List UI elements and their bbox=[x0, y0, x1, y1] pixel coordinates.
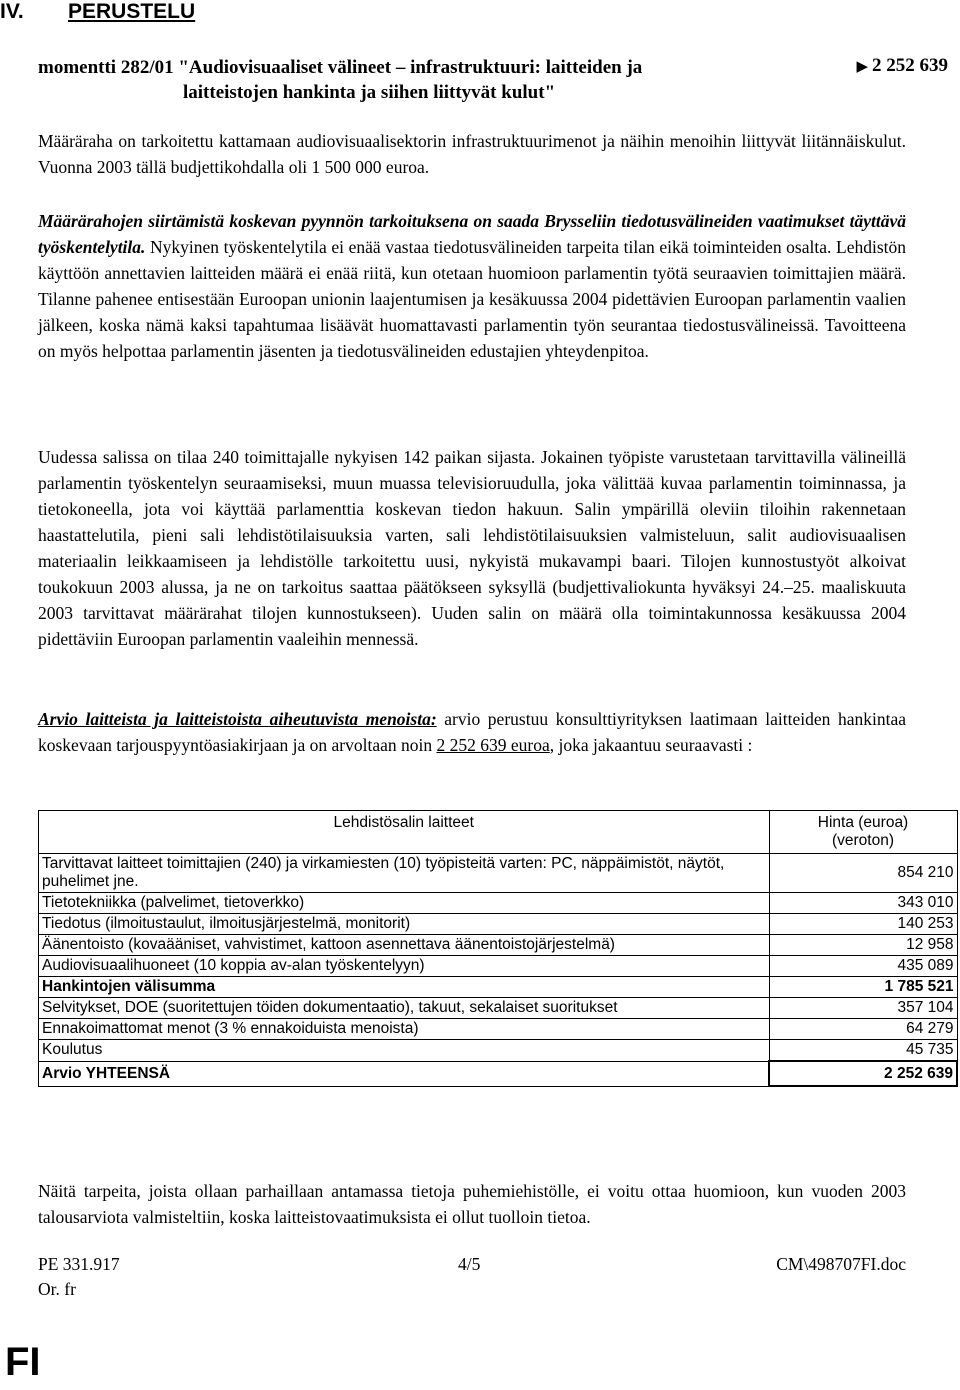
table-cell-value: 64 279 bbox=[769, 1019, 957, 1040]
table-row-total bbox=[39, 1061, 958, 1086]
table-cell-value: 357 104 bbox=[769, 998, 957, 1019]
table-cell-label: Selvitykset, DOE (suoritettujen töiden dokumentaatio), takuut, sekalaiset suoritukset bbox=[39, 998, 770, 1019]
table-cell-label: Audiovisuaalihuoneet (10 koppia av-alan työskentelyyn) bbox=[39, 956, 770, 977]
paragraph-estimate-text: arvio perustuu konsulttiyrityksen laatimaan laitteiden hankintaa koskevaan tarjouspyyntöasiakirjaan ja on arvoltaan noin bbox=[38, 709, 906, 755]
budget-item-title-line2: laitteistojen hankinta ja siihen liittyvät kulut" bbox=[183, 82, 556, 103]
paragraph-estimate bbox=[38, 706, 906, 758]
table-cell-label: Koulutus bbox=[39, 1040, 770, 1062]
footer-doc-name: CM\498707FI.doc bbox=[776, 1254, 906, 1274]
paragraph-purpose bbox=[38, 128, 906, 180]
language-tag: FI bbox=[5, 1340, 41, 1384]
cost-table bbox=[38, 810, 958, 1087]
table-cell-value: 2 252 639 bbox=[769, 1061, 957, 1086]
table-cell-value: 854 210 bbox=[769, 854, 957, 893]
table-cell-value: 343 010 bbox=[769, 893, 957, 914]
table-cell-label: Ennakoimattomat menot (3 % ennakoiduista menoista) bbox=[39, 1019, 770, 1040]
paragraph-estimate-amount: 2 252 639 euroa bbox=[436, 735, 550, 755]
cost-table-header bbox=[39, 811, 958, 854]
paragraph-needs bbox=[38, 1178, 906, 1230]
table-cell-label: Äänentoisto (kovaääniset, vahvistimet, kattoon asennettava äänentoistojärjestelmä) bbox=[39, 935, 770, 956]
table-cell-value: 1 785 521 bbox=[769, 977, 957, 998]
section-number: IV. bbox=[0, 0, 24, 23]
table-cell-label: Tietotekniikka (palvelimet, tietoverkko) bbox=[39, 893, 770, 914]
table-row bbox=[39, 1040, 958, 1062]
section-title: PERUSTELU bbox=[68, 0, 196, 23]
table-row bbox=[39, 1019, 958, 1040]
table-row bbox=[39, 893, 958, 914]
table-cell-label: Tarvittavat laitteet toimittajien (240) ja virkamiesten (10) työpisteitä varten: PC, näppäimistöt, näytöt, puhelimet jne. bbox=[39, 854, 770, 893]
paragraph-justification bbox=[38, 208, 906, 364]
table-cell-label: Hankintojen välisumma bbox=[39, 977, 770, 998]
table-cell-value: 45 735 bbox=[769, 1040, 957, 1062]
table-row bbox=[39, 956, 958, 977]
cost-table-header-item: Lehdistösalin laitteet bbox=[39, 811, 770, 854]
paragraph-needs-text: Näitä tarpeita, joista ollaan parhaillaan antamassa tietoja puhemiehistölle, ei voitu ottaa huomioon, kun vuoden 2003 talousarviota valmisteltiin, koska laitteistovaatimuksista ei ollut tuolloin tietoa. bbox=[38, 1181, 906, 1227]
footer-page-number: 4/5 bbox=[458, 1254, 481, 1274]
paragraph-purpose-text: Määräraha on tarkoitettu kattamaan audiovisuaalisektorin infrastruktuurimenot ja näihin menoihin liittyvät liitännäiskulut. Vuonna 2003 tällä budjettikohdalla oli 1 500 000 euroa. bbox=[38, 131, 906, 177]
cost-table-header-price: Hinta (euroa) (veroton) bbox=[769, 811, 957, 854]
arrow-right-icon: ▶ bbox=[856, 59, 868, 75]
budget-item-amount-value: 2 252 639 bbox=[872, 55, 948, 76]
paragraph-estimate-end: , joka jakaantuu seuraavasti : bbox=[549, 735, 753, 755]
table-row bbox=[39, 854, 958, 893]
footer-original-language: Or. fr bbox=[38, 1279, 76, 1299]
paragraph-estimate-lead: Arvio laitteista ja laitteistoista aiheutuvista menoista: bbox=[38, 709, 437, 729]
table-row bbox=[39, 998, 958, 1019]
paragraph-new-hall-text: Uudessa salissa on tilaa 240 toimittajalle nykyisen 142 paikan sijasta. Jokainen työpiste varustetaan tarvittavilla välineillä parlamentin työskentelyn seuraamiseksi, muun muassa televisioruudulla, joka välittää kuvaa parlamentin toiminnassa, ja tietokoneella, jota voi käyttää parlamenttia koskevan tiedon hakuun. Salin ympärillä oleviin tiloihin rakennetaan haastattelutila, pieni sali lehdistötilaisuuksia varten, sali lehdistötilaisuuksien valmisteluun, salit audiovisuaalisen materiaalin leikkaamiseen ja lehdistölle tarkoitettu uusi, nykyistä mukavampi baari. Tilojen kunnostustyöt alkoivat toukokuun 2003 alussa, ja ne on tarkoitus saattaa päätökseen syksyllä (budjettivaliokunta hyväksyi 24.–25. maaliskuuta 2003 tarvittavat määrärahat tilojen kunnostukseen). Uuden salin on määrä olla toimintakunnossa kesäkuussa 2004 pidettäviin Euroopan parlamentin vaaleihin mennessä. bbox=[38, 447, 906, 649]
section-heading bbox=[0, 0, 195, 24]
footer-ref: PE 331.917 bbox=[38, 1254, 120, 1274]
table-cell-value: 12 958 bbox=[769, 935, 957, 956]
table-cell-label: Arvio YHTEENSÄ bbox=[39, 1061, 770, 1086]
page-footer bbox=[38, 1252, 906, 1302]
budget-item-title bbox=[38, 55, 798, 105]
table-cell-value: 435 089 bbox=[769, 956, 957, 977]
budget-item-title-line1: momentti 282/01 "Audiovisuaaliset välineet – infrastruktuuri: laitteiden ja bbox=[38, 57, 643, 78]
table-row bbox=[39, 935, 958, 956]
paragraph-justification-text: Nykyinen työskentelytila ei enää vastaa tiedotusvälineiden tarpeita tilan eikä toiminteiden osalta. Lehdistön käyttöön annettavien laitteiden määrä ei enää riitä, kun otetaan huomioon parlamentin työtä seuraavien toimittajien määrä. Tilanne pahenee entisestään Euroopan unionin laajentumisen ja kesäkuussa 2004 pidettävien Euroopan parlamentin vaalien jälkeen, koska nämä kaksi tapahtumaa lisäävät huomattavasti parlamentin työn seurantaa tiedostusvälineissä. Tavoitteena on myös helpottaa parlamentin jäsenten ja tiedotusvälineiden edustajien yhteydenpitoa. bbox=[38, 237, 906, 361]
paragraph-justification-emphasis: Määrärahojen siirtämistä koskevan pyynnön tarkoituksena on saada Brysseliin tiedotusvälineiden vaatimukset täyttävä työskentelytila. bbox=[38, 211, 906, 257]
paragraph-new-hall bbox=[38, 444, 906, 652]
table-cell-value: 140 253 bbox=[769, 914, 957, 935]
table-row-subtotal bbox=[39, 977, 958, 998]
budget-item-amount bbox=[856, 55, 948, 77]
table-cell-label: Tiedotus (ilmoitustaulut, ilmoitusjärjestelmä, monitorit) bbox=[39, 914, 770, 935]
table-row bbox=[39, 914, 958, 935]
